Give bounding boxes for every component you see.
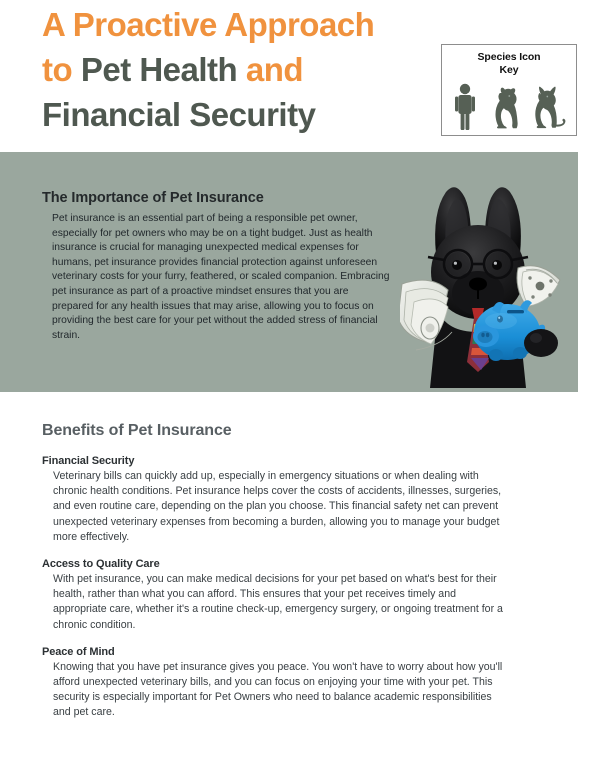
benefit-item-access-to-quality-care (42, 558, 510, 633)
benefit-item-financial-security (42, 455, 510, 545)
species-icon-key-title-line-1: Species Icon (477, 51, 541, 63)
page-title-line-1 (42, 2, 442, 47)
benefit-title: Access to Quality Care (42, 558, 160, 571)
page-title-line-2-orange-prefix: to (42, 51, 81, 88)
species-icon-key-title-line-2: Key (499, 64, 519, 76)
importance-text-block (42, 190, 392, 343)
species-icon-key-title (442, 45, 576, 77)
species-icon-row (442, 81, 576, 135)
bulldog-money-illustration-svg (400, 180, 586, 392)
benefit-body: With pet insurance, you can make medical decisions for your pet based on what's best for their health, rather than what you can afford. This ensures that your pet receives timely and appropriate care, whether it's a routine check-up, emergency surgery, or ongoing treatment for a chronic condition. (53, 573, 503, 631)
dog-icon (496, 88, 518, 129)
page-title-line-2-orange-suffix: and (245, 51, 304, 88)
benefit-title: Peace of Mind (42, 645, 115, 658)
human-icon (455, 84, 475, 130)
benefit-body: Knowing that you have pet insurance gives you peace. You won't have to worry about how you'll afford unexpected veterinary bills, and you can focus on enjoying your time with your pet. This security is especially important for Pet Owners who need to balance academic responsibilities and pet care. (53, 660, 503, 719)
importance-section-band (0, 152, 578, 392)
importance-body: Pet insurance is an essential part of being a responsible pet owner, especially for pet owners who may be on a tight budget. Just as health insurance is crucial for managing unexpected medical expenses for humans, pet insurance provides financial protection against unforeseen veterinary costs for your furry, feathered, or scaled companion. Embracing pet insurance as part of a proactive mindset ensures that you are prepared for any health issues that may arise, allowing you to focus on providing the best care for your pet without the added stress of financial strain. (52, 213, 390, 341)
importance-heading: The Importance of Pet Insurance (42, 190, 264, 206)
benefit-item-peace-of-mind (42, 646, 510, 721)
money-fan (517, 266, 560, 306)
page-header (0, 0, 600, 152)
page-title-line-2 (42, 47, 442, 92)
benefits-list (42, 455, 510, 734)
bulldog-money-photo (400, 180, 586, 392)
species-silhouettes-svg (449, 81, 569, 133)
page-title-line-2-dark-text: Pet Health (80, 51, 246, 88)
benefit-title: Financial Security (42, 455, 135, 467)
benefit-body: Veterinary bills can quickly add up, especially in emergency situations or when dealing with chronic health conditions. Pet insurance helps cover the costs of accidents, illnesses, surgeries, and even routine care, depending on the plan you choose. This financial safety net can prevent unexpected veterinary expenses from becoming a burden, allowing you to manage your budget more effectively. (53, 470, 502, 543)
page-title-line-3 (42, 92, 442, 137)
cash-bundle (400, 280, 452, 350)
page-title (42, 2, 442, 137)
page-title-line-3-text: Financial Security (42, 96, 316, 133)
cat-icon (535, 87, 565, 128)
page-title-line-1-text: A Proactive Approach (42, 6, 375, 43)
species-icon-key-box (441, 44, 577, 136)
benefits-heading: Benefits of Pet Insurance (42, 422, 232, 439)
